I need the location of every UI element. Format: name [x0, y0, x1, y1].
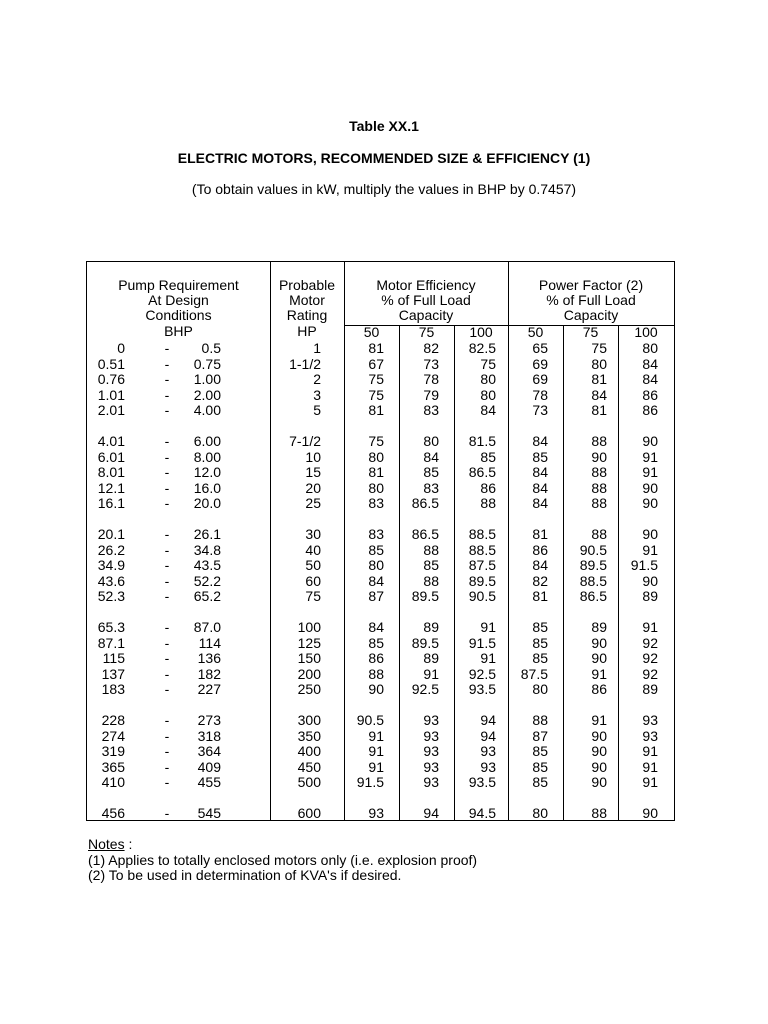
cell-bhp-from: 8.01 [97, 464, 125, 480]
notes-title-suffix: : [124, 836, 133, 852]
cell-eff-50: 90.5 [356, 712, 384, 728]
notes-title: Notes [88, 836, 125, 852]
cell-eff-75: 83 [423, 479, 439, 496]
cell-eff-75: 89 [423, 619, 439, 635]
cell-pf-100: 90 [642, 495, 658, 511]
cell-dash: - [164, 712, 170, 728]
cell-hp: 1-1/2 [289, 355, 321, 372]
header-pf-75: 75 [582, 324, 599, 340]
cell-eff-50: 75 [368, 371, 384, 387]
cell-bhp-from: 0.76 [97, 371, 125, 387]
motor-table [86, 261, 675, 821]
cell-pf-50: 69 [532, 371, 548, 387]
cell-dash: - [164, 727, 170, 744]
cell-eff-50: 83 [368, 526, 384, 542]
cell-eff-50: 80 [368, 448, 384, 465]
cell-eff-100: 94.5 [468, 805, 496, 821]
cell-eff-50: 84 [368, 572, 384, 589]
note-1: (1) Applies to totally enclosed motors only (i.e. explosion proof) [88, 851, 478, 868]
cell-dash: - [164, 479, 170, 496]
cell-pf-100: 91 [642, 774, 658, 790]
cell-eff-100: 93.5 [468, 774, 496, 790]
cell-pf-50: 82 [532, 572, 548, 589]
cell-pf-50: 87 [532, 727, 548, 744]
cell-pf-100: 80 [642, 340, 658, 356]
cell-hp: 5 [313, 402, 321, 418]
cell-bhp-from: 365 [101, 758, 125, 775]
cell-eff-100: 75 [480, 355, 496, 372]
cell-hp: 1 [313, 340, 321, 356]
cell-pf-50: 84 [532, 495, 548, 511]
cell-bhp-to: 87.0 [193, 619, 221, 635]
cell-eff-100: 91 [480, 619, 496, 635]
table-number: Table XX.1 [349, 118, 419, 134]
cell-eff-75: 94 [423, 805, 439, 821]
cell-pf-50: 81 [532, 526, 548, 542]
cell-pf-100: 93 [642, 727, 658, 744]
cell-pf-100: 90 [642, 526, 658, 542]
header-pf-50: 50 [527, 324, 544, 340]
cell-hp: 3 [313, 386, 321, 403]
cell-eff-75: 89.5 [411, 588, 439, 604]
cell-bhp-to: 318 [197, 727, 221, 744]
cell-bhp-from: 1.01 [97, 386, 125, 403]
cell-dash: - [164, 448, 170, 465]
cell-hp: 10 [305, 448, 321, 465]
cell-eff-75: 80 [423, 433, 439, 449]
cell-dash: - [164, 526, 170, 542]
cell-pf-50: 84 [532, 433, 548, 449]
cell-pf-50: 65 [532, 340, 548, 356]
header-eff-75: 75 [418, 324, 435, 340]
cell-bhp-from: 6.01 [97, 448, 125, 465]
cell-eff-75: 89 [423, 650, 439, 666]
cell-dash: - [164, 774, 170, 790]
cell-hp: 450 [297, 758, 321, 775]
cell-bhp-to: 114 [198, 634, 221, 651]
cell-pf-75: 84 [591, 386, 607, 403]
cell-eff-75: 93 [423, 743, 439, 759]
cell-eff-100: 80 [480, 371, 496, 387]
cell-pf-100: 91 [642, 464, 658, 480]
cell-eff-75: 93 [423, 712, 439, 728]
cell-pf-75: 75 [591, 340, 607, 356]
cell-bhp-to: 273 [197, 712, 221, 728]
cell-bhp-from: 65.3 [97, 619, 125, 635]
cell-eff-75: 85 [423, 557, 439, 573]
cell-dash: - [164, 572, 170, 589]
cell-eff-100: 94 [480, 727, 496, 744]
cell-pf-100: 84 [642, 371, 658, 387]
cell-eff-75: 88 [423, 572, 439, 589]
cell-bhp-to: 2.00 [193, 386, 221, 403]
cell-eff-50: 93 [368, 805, 384, 821]
cell-bhp-from: 228 [101, 712, 125, 728]
cell-pf-100: 91 [642, 448, 658, 465]
cell-hp: 600 [297, 805, 321, 821]
cell-eff-100: 88.5 [468, 541, 496, 558]
cell-eff-50: 91 [368, 727, 384, 744]
cell-dash: - [164, 340, 170, 356]
cell-eff-75: 86.5 [411, 526, 439, 542]
cell-pf-100: 89 [642, 588, 658, 604]
cell-bhp-from: 87.1 [97, 634, 125, 651]
cell-eff-100: 90.5 [468, 588, 496, 604]
cell-dash: - [164, 619, 170, 635]
col-divider [454, 325, 455, 820]
cell-pf-75: 90 [591, 634, 607, 651]
notes-section [88, 837, 477, 884]
cell-eff-100: 80 [480, 386, 496, 403]
header-bhp: BHP [164, 323, 193, 339]
cell-pf-75: 88 [591, 479, 607, 496]
cell-eff-50: 81 [368, 464, 384, 480]
cell-eff-50: 83 [368, 495, 384, 511]
cell-eff-50: 91.5 [356, 774, 384, 790]
cell-dash: - [164, 743, 170, 759]
cell-pf-50: 84 [532, 464, 548, 480]
cell-pf-100: 92 [642, 665, 658, 682]
cell-dash: - [164, 665, 170, 682]
cell-hp: 200 [297, 665, 321, 682]
cell-bhp-from: 115 [102, 650, 125, 666]
cell-bhp-from: 456 [101, 805, 125, 821]
cell-pf-50: 81 [532, 588, 548, 604]
cell-bhp-to: 6.00 [193, 433, 221, 449]
cell-bhp-to: 12.0 [193, 464, 221, 480]
col-divider [508, 262, 509, 820]
cell-pf-100: 92 [642, 650, 658, 666]
cell-bhp-to: 0.75 [193, 355, 221, 372]
header-eff-50: 50 [363, 324, 380, 340]
note-2: (2) To be used in determination of KVA's if desired. [88, 867, 402, 883]
cell-eff-75: 88 [423, 541, 439, 558]
cell-pf-100: 86 [642, 386, 658, 403]
cell-eff-100: 86 [480, 479, 496, 496]
cell-pf-75: 90 [591, 774, 607, 790]
cell-pf-50: 87.5 [520, 665, 548, 682]
cell-pf-50: 85 [532, 758, 548, 775]
cell-pf-75: 90 [591, 448, 607, 465]
cell-eff-50: 84 [368, 619, 384, 635]
cell-pf-75: 81 [591, 402, 607, 418]
cell-pf-75: 89.5 [579, 557, 607, 573]
cell-bhp-from: 137 [101, 665, 125, 682]
cell-hp: 7-1/2 [289, 433, 321, 449]
cell-bhp-to: 136 [197, 650, 221, 666]
header-pf-100: 100 [634, 324, 658, 340]
cell-eff-50: 81 [368, 402, 384, 418]
cell-pf-75: 89 [591, 619, 607, 635]
cell-bhp-from: 274 [101, 727, 125, 744]
cell-bhp-from: 2.01 [97, 402, 125, 418]
cell-hp: 60 [305, 572, 321, 589]
cell-dash: - [164, 557, 170, 573]
cell-hp: 40 [305, 541, 321, 558]
cell-pf-75: 88 [591, 464, 607, 480]
cell-dash: - [164, 758, 170, 775]
header-hp: HP [297, 323, 317, 339]
cell-hp: 125 [297, 634, 321, 651]
cell-eff-75: 86.5 [411, 495, 439, 511]
cell-eff-50: 91 [368, 743, 384, 759]
cell-eff-100: 93.5 [468, 681, 496, 697]
col-divider [399, 325, 400, 820]
table-subtitle: (To obtain values in kW, multiply the values in BHP by 0.7457) [191, 181, 577, 197]
cell-bhp-to: 0.5 [201, 340, 221, 356]
cell-eff-100: 82.5 [468, 340, 496, 356]
cell-bhp-from: 319 [101, 743, 125, 759]
cell-pf-100: 91 [642, 758, 658, 775]
cell-pf-100: 90 [642, 805, 658, 821]
cell-pf-50: 85 [532, 619, 548, 635]
cell-eff-100: 92.5 [468, 665, 496, 682]
cell-bhp-from: 12.1 [97, 479, 125, 496]
cell-pf-100: 91 [642, 619, 658, 635]
cell-eff-75: 89.5 [411, 634, 439, 651]
cell-dash: - [164, 588, 170, 604]
cell-bhp-from: 0.51 [97, 355, 125, 372]
cell-pf-50: 84 [532, 557, 548, 573]
cell-hp: 50 [305, 557, 321, 573]
col-divider [344, 262, 345, 820]
cell-pf-100: 84 [642, 355, 658, 372]
cell-bhp-to: 26.1 [193, 526, 221, 542]
cell-pf-100: 90 [642, 433, 658, 449]
cell-eff-100: 85 [480, 448, 496, 465]
cell-eff-75: 78 [423, 371, 439, 387]
cell-pf-50: 80 [532, 681, 548, 697]
cell-dash: - [164, 433, 170, 449]
cell-pf-50: 73 [532, 402, 548, 418]
cell-eff-75: 73 [423, 355, 439, 372]
cell-bhp-from: 26.2 [97, 541, 125, 558]
cell-hp: 15 [305, 464, 321, 480]
cell-eff-75: 92.5 [411, 681, 439, 697]
cell-pf-100: 90 [642, 479, 658, 496]
cell-pf-100: 90 [642, 572, 658, 589]
cell-dash: - [164, 681, 170, 697]
cell-pf-50: 78 [532, 386, 548, 403]
cell-eff-50: 85 [368, 541, 384, 558]
cell-eff-100: 93 [480, 758, 496, 775]
cell-bhp-from: 43.6 [97, 572, 125, 589]
cell-dash: - [164, 805, 170, 821]
cell-hp: 350 [297, 727, 321, 744]
cell-eff-100: 91.5 [468, 634, 496, 651]
cell-eff-100: 94 [480, 712, 496, 728]
cell-bhp-to: 409 [197, 758, 221, 775]
cell-eff-50: 91 [368, 758, 384, 775]
cell-eff-75: 84 [423, 448, 439, 465]
cell-bhp-to: 20.0 [193, 495, 221, 511]
cell-eff-50: 80 [368, 479, 384, 496]
cell-pf-75: 88 [591, 526, 607, 542]
cell-eff-75: 93 [423, 758, 439, 775]
cell-hp: 30 [305, 526, 321, 542]
cell-pf-50: 69 [532, 355, 548, 372]
cell-bhp-to: 8.00 [193, 448, 221, 465]
cell-dash: - [164, 371, 170, 387]
cell-pf-50: 84 [532, 479, 548, 496]
cell-pf-75: 86.5 [579, 588, 607, 604]
cell-bhp-to: 43.5 [193, 557, 221, 573]
cell-eff-75: 91 [423, 665, 439, 682]
header-eff-100: 100 [469, 324, 493, 340]
cell-pf-50: 85 [532, 774, 548, 790]
cell-eff-50: 87 [368, 588, 384, 604]
cell-pf-75: 90 [591, 727, 607, 744]
cell-bhp-from: 0 [117, 340, 125, 356]
cell-eff-50: 75 [368, 433, 384, 449]
cell-eff-50: 88 [368, 665, 384, 682]
cell-pf-50: 88 [532, 712, 548, 728]
cell-bhp-to: 52.2 [193, 572, 221, 589]
col-divider [270, 262, 271, 820]
header-motor-rating: Probable Motor Rating [278, 277, 336, 323]
cell-dash: - [164, 355, 170, 372]
cell-eff-100: 88 [480, 495, 496, 511]
cell-eff-100: 86.5 [468, 464, 496, 480]
cell-eff-50: 90 [368, 681, 384, 697]
cell-pf-100: 93 [642, 712, 658, 728]
cell-hp: 20 [305, 479, 321, 496]
cell-pf-100: 86 [642, 402, 658, 418]
cell-bhp-from: 183 [101, 681, 125, 697]
cell-hp: 400 [297, 743, 321, 759]
cell-pf-100: 91 [642, 541, 658, 558]
cell-pf-75: 80 [591, 355, 607, 372]
cell-bhp-to: 455 [197, 774, 221, 790]
cell-pf-75: 90 [591, 758, 607, 775]
cell-dash: - [164, 464, 170, 480]
cell-dash: - [164, 495, 170, 511]
cell-bhp-to: 182 [197, 665, 221, 682]
cell-bhp-to: 545 [197, 805, 221, 821]
cell-pf-50: 85 [532, 634, 548, 651]
cell-pf-50: 85 [532, 448, 548, 465]
cell-bhp-to: 34.8 [193, 541, 221, 558]
cell-pf-50: 86 [532, 541, 548, 558]
table-heading: ELECTRIC MOTORS, RECOMMENDED SIZE & EFFICIENCY (1) [177, 150, 591, 166]
notes-heading [88, 837, 477, 853]
cell-eff-100: 84 [480, 402, 496, 418]
cell-eff-100: 87.5 [468, 557, 496, 573]
cell-eff-50: 80 [368, 557, 384, 573]
cell-bhp-to: 364 [197, 743, 221, 759]
cell-dash: - [164, 402, 170, 418]
cell-bhp-from: 20.1 [97, 526, 125, 542]
cell-pf-75: 90 [591, 650, 607, 666]
cell-eff-75: 83 [423, 402, 439, 418]
cell-pf-100: 92 [642, 634, 658, 651]
cell-pf-75: 90.5 [579, 541, 607, 558]
cell-pf-75: 86 [591, 681, 607, 697]
cell-pf-50: 80 [532, 805, 548, 821]
cell-hp: 100 [297, 619, 321, 635]
cell-eff-50: 86 [368, 650, 384, 666]
cell-dash: - [164, 541, 170, 558]
cell-pf-100: 91.5 [630, 557, 658, 573]
cell-hp: 250 [297, 681, 321, 697]
cell-bhp-to: 4.00 [193, 402, 221, 418]
cell-bhp-to: 1.00 [193, 371, 221, 387]
cell-dash: - [164, 386, 170, 403]
cell-eff-75: 85 [423, 464, 439, 480]
cell-eff-100: 91 [480, 650, 496, 666]
cell-hp: 25 [305, 495, 321, 511]
cell-eff-100: 89.5 [468, 572, 496, 589]
cell-eff-50: 85 [368, 634, 384, 651]
cell-pf-50: 85 [532, 650, 548, 666]
cell-pf-75: 91 [591, 665, 607, 682]
col-divider [563, 325, 564, 820]
cell-eff-75: 93 [423, 727, 439, 744]
cell-eff-100: 81.5 [468, 433, 496, 449]
cell-bhp-from: 52.3 [97, 588, 125, 604]
header-pump-requirement: Pump Requirement At Design Conditions [118, 277, 239, 323]
cell-pf-75: 88 [591, 495, 607, 511]
cell-pf-100: 91 [642, 743, 658, 759]
cell-eff-100: 88.5 [468, 526, 496, 542]
cell-pf-75: 88.5 [579, 572, 607, 589]
cell-hp: 75 [305, 588, 321, 604]
cell-eff-50: 67 [368, 355, 384, 372]
cell-eff-75: 79 [423, 386, 439, 403]
cell-eff-50: 81 [368, 340, 384, 356]
cell-bhp-to: 227 [197, 681, 221, 697]
header-motor-efficiency: Motor Efficiency % of Full Load Capacity [376, 277, 476, 323]
cell-hp: 150 [297, 650, 321, 666]
cell-bhp-from: 410 [101, 774, 125, 790]
cell-pf-75: 90 [591, 743, 607, 759]
cell-pf-75: 88 [591, 433, 607, 449]
cell-pf-75: 91 [591, 712, 607, 728]
cell-eff-75: 93 [423, 774, 439, 790]
header-power-factor: Power Factor (2) % of Full Load Capacity [538, 277, 644, 323]
cell-pf-75: 88 [591, 805, 607, 821]
cell-dash: - [164, 650, 170, 666]
cell-bhp-to: 65.2 [193, 588, 221, 604]
cell-eff-75: 82 [423, 340, 439, 356]
cell-eff-50: 75 [368, 386, 384, 403]
cell-bhp-from: 34.9 [97, 557, 125, 573]
cell-bhp-from: 16.1 [97, 495, 125, 511]
cell-hp: 500 [297, 774, 321, 790]
cell-pf-75: 81 [591, 371, 607, 387]
cell-bhp-from: 4.01 [97, 433, 125, 449]
cell-hp: 300 [297, 712, 321, 728]
cell-pf-100: 89 [642, 681, 658, 697]
cell-hp: 2 [313, 371, 321, 387]
cell-bhp-to: 16.0 [193, 479, 221, 496]
col-divider [618, 325, 619, 820]
cell-eff-100: 93 [480, 743, 496, 759]
cell-dash: - [164, 634, 170, 651]
cell-pf-50: 85 [532, 743, 548, 759]
